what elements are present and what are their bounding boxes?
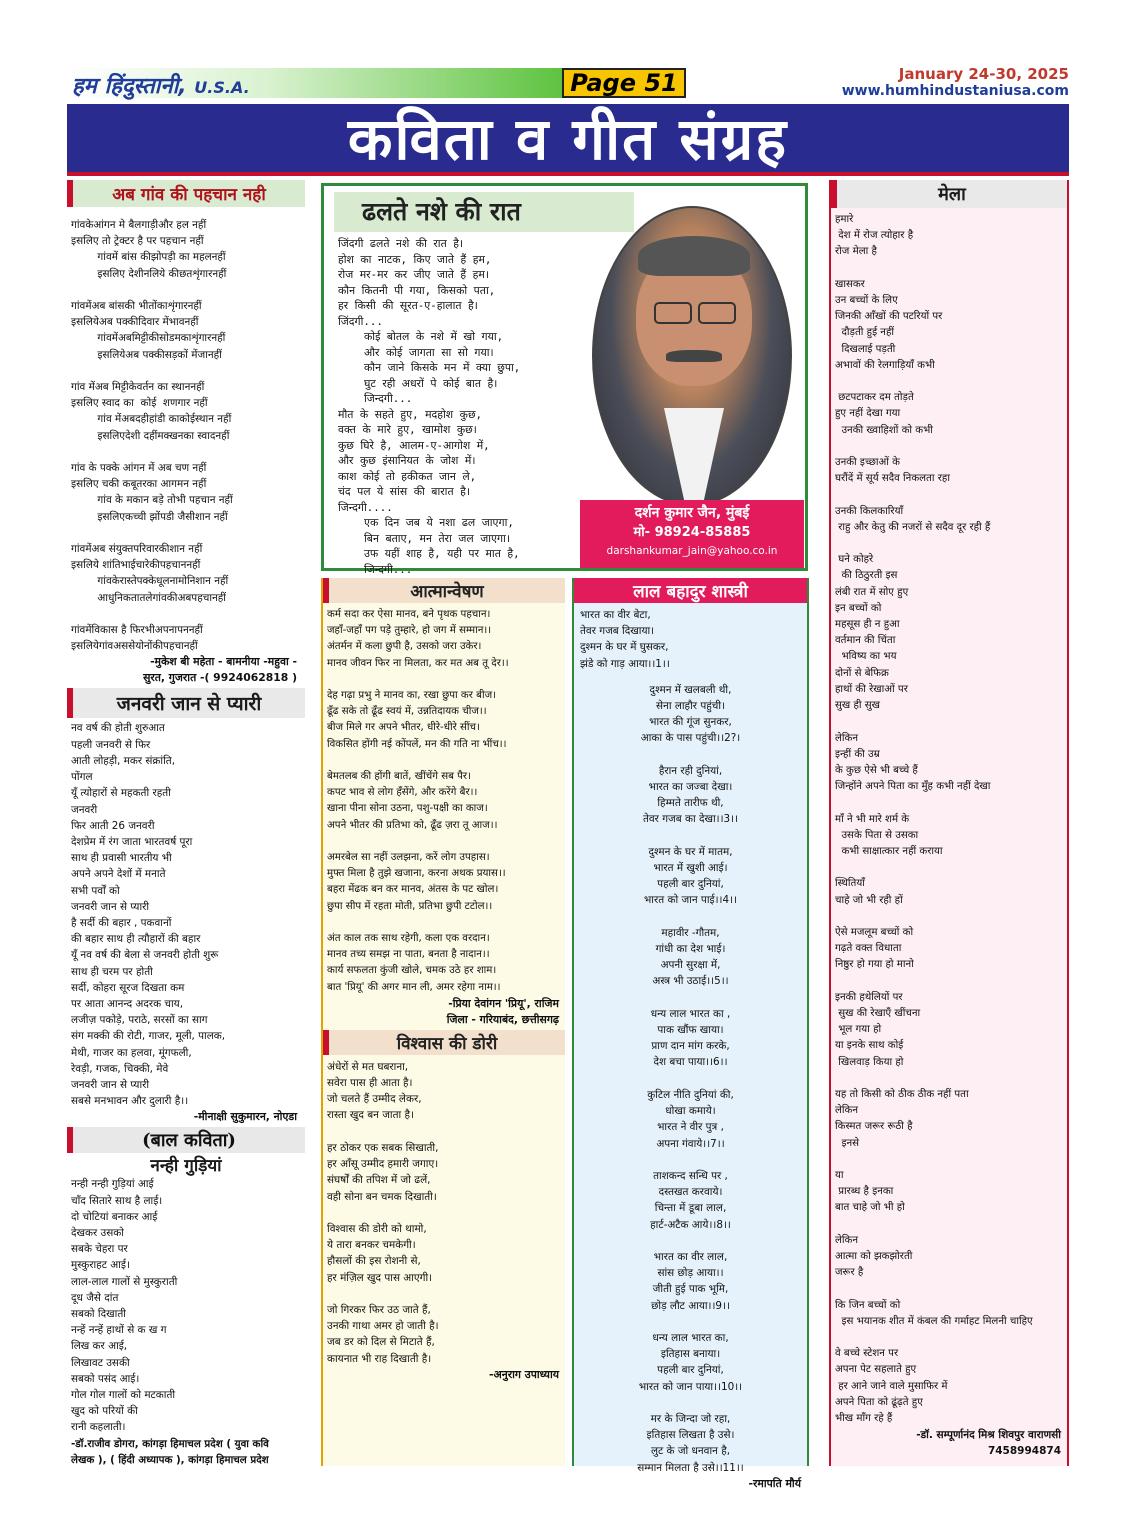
poem-credit-shastri: -रमापति मौर्य (748, 1476, 801, 1490)
author-box (580, 500, 804, 568)
author-mustache (666, 350, 722, 362)
page-title: कविता व गीत संग्रह (67, 104, 1069, 176)
featured-poem-title: ढलते नशे की रात (334, 192, 634, 232)
poem-title-vishwas: विश्वास की डोरी (323, 1030, 565, 1055)
featured-poem-body: जिंदगी ढलते नशे की रात है। होश का नाटक, किए जाते हैं हम, रोज मर-मर कर जीए जाते हैं हम। कौन कितनी पी गया, किसको पता, हर किसी की सूरत-ए-हालात है। जिंदगी... कोई बोतल के नशे में खो गया, और कोई जागता सा सो गया। कौन जाने किसके मन में क्या छुपा, घुट रही अधरों पे कोई बात है। जिन्दगी... मौत के सहते हुए, मदहोश कुछ, वक्त के मारे हुए, खामोश कुछ। कुछ घिरे है, आलम-ए-आगोश में, और कुछ इंसानियत के जोश में। काश कोई तो हकीकत जान ले, चंद पल ये सांस की बारात है। जिन्दगी.... एक दिन जब ये नशा ढल जाएगा, बिन बताए, मन तेरा जल जाएगा। उफ यहीं शाह है, यही पर मात है, जिन्दगी... (338, 237, 521, 576)
author-name: दर्शन कुमार जैन, मुंबई (634, 505, 750, 521)
website-link[interactable]: www.humhindustaniusa.com (841, 83, 1069, 99)
shastri-column (572, 578, 809, 1490)
poem-title-mela: मेला (831, 180, 1067, 208)
poem-body-january: नव वर्ष की होती शुरुआत पहली जनवरी से फिर आती लोहड़ी, मकर संक्रांति, पोंगल यूँ त्योहारों से महकती रहती जनवरी फिर आती 26 जनवरी देशप्रेम में रंग जाता भारतवर्ष पूरा साथ ही प्रवासी भारतीय भी अपने अपने देशों में मनाते सभी पर्वों को जनवरी जान से प्यारी है सर्दी की बहार , पकवानों की बहार साथ ही त्यौहारों की बहार यूँ नव वर्ष की बेला से जनवरी होती शुरू साथ ही चरम पर होती सर्दी, कोहरा सूरज दिखता कम पर आता आनन्द अदरक चाय, लजीज़ पकोड़े, पराठे, सरसों का साग संग मक्की की रोटी, गाजर, मूली, पालक, मेथी, गाजर का हलवा, मूंगफली, रेवड़ी, गजक, चिक्की, मेवे जनवरी जान से प्यारी सबसे मनभावन और दुलारी है।। (71, 722, 226, 1108)
poem-intro-shastri: भारत का वीर बेटा, तेवर गजब दिखाया। दुश्मन के घर में घुसकर, झंडे को गाड़ आया।।1।। (580, 609, 670, 670)
page-number: Page 51 (562, 68, 686, 98)
poem-title-gudiya: नन्ही गुड़ियां (150, 1156, 222, 1177)
right-column (829, 180, 1069, 1466)
poem-credit-gaon: -मुकेश बी महेता - बामनीया -महुवा - सुरत, गुजरात -( 9924062818 ) (143, 655, 297, 685)
poem-credit-atmanveshan: -प्रिया देवांगन 'प्रियू', राजिम जिला - गरियाबंद, छत्तीसगढ़ (446, 996, 559, 1026)
author-hair (638, 236, 750, 276)
left-column (67, 180, 305, 1466)
middle-column (321, 578, 565, 1466)
masthead-brand (68, 68, 568, 98)
poem-credit-january: -मीनाक्षी सुकुमारन, नोएडा (193, 1110, 297, 1124)
author-email[interactable]: darshankumar_jain@yahoo.co.in (606, 545, 778, 557)
poem-body-shastri: दुश्मन में खलबली थी, सेना लाहौर पहुंची। भारत की गूंज सुनकर, आका के पास पहुंची।।2?। हैरान रही दुनियां, भारत का जज्बा देखा। हिम्मते तारीफ थी, तेवर गजब का देखा।।3।। दुश्मन के घर में मातम, भारत में खुशी आई। पहली बार दुनियां, भारत को जान पाई।।4।। महावीर -गौतम, गांधी का देश भाई। अपनी सुरक्षा में, अस्त्र भी उठाई।।5।। धन्य लाल भारत का , पाक खौंफ खाया। प्राण दान मांग करके, देश बचा पाया।।6।। कुटिल नीति दुनियां की, धोखा कमाये। भारत ने वीर पुत्र , अपना गंवाये।।7।। ताशकन्द सन्धि पर , दस्तखत करवाये। चिन्ता में डूबा लाल, हार्ट-अटैक आये।।8।। भारत का वीर लाल, सांस छोड़ आया।। जीती हुई पाक भूमि, छोड़ लौट आया।।9।। धन्य लाल भारत का, इतिहास बनाया। पहली बार दुनियां, भारत को जान पाया।।10।। मर के जिन्दा जो रहा, इतिहास लिखता है उसे। लुट के जो धनवान है, सम्मान मिलता है उसे।।11।। (637, 683, 744, 1474)
glasses-icon (698, 302, 736, 324)
brand-name: हम हिंदुस्तानी, (72, 74, 187, 99)
poem-body-vishwas: अंधेरों से मत घबराना, सवेरा पास ही आता है। जो चलते हैं उम्मीद लेकर, रास्ता खुद बन जाता है। हर ठोकर एक सबक सिखाती, हर आँसू उम्मीद हमारी जगाए। संघर्षों की तपिश में जो ढलें, वही सोना बन चमक दिखाती। विश्वास की डोरी को थामो, ये तारा बनकर चमकेगी। हौसलों की इस रोशनी से, हर मंज़िल खुद पास आएगी। जो गिरकर फिर उठ जाते हैं, उनकी गाथा अमर हो जाती है। जब डर को दिल से मिटाते हैं, कायनात भी राह दिखाती है। (327, 1060, 439, 1365)
poem-credit-gudiya: -डॉ.राजीव डोगरा, कांगड़ा हिमाचल प्रदेश ( युवा कवि लेखक ), ( हिंदी अध्यापक ), कांगड़ा हिमाचल प्रदेश (71, 1437, 269, 1466)
poem-credit-mela: -डॉ. सम्पूर्णानंद मिश्र शिवपुर वाराणसी 7458994874 (916, 1429, 1061, 1458)
poem-credit-vishwas: -अनुराग उपाध्याय (489, 1367, 559, 1381)
featured-poem (321, 183, 808, 576)
poem-body-atmanveshan: कर्म सदा कर ऐसा मानव, बने पृथक पहचान। जहाँ-जहाँ पग पड़े तुम्हारे, हो जग में सम्मान।। अंतर्मन में कला छुपी है, उसको जरा उकेर। मानव जीवन फिर ना मिलता, कर मत अब तू देर।। देह गढ़ा प्रभु ने मानव का, रखा छुपा कर बीज। ढूँढ सके तो ढूँढ स्वयं में, उन्नतिदायक चीज।। बीज मिले गर अपने भीतर, धीरे-धीरे सींच। विकसित होंगी नई कोंपलें, मन की गति ना भींच।। बेमतलब की होंगी बातें, खींचेंगे सब पैर। कपट भाव से लोग हँसेंगे, और करेंगे बैर।। खाना पीना सोना उठना, पशु-पक्षी का काज। अपने भीतर की प्रतिभा को, ढूँढ ज़रा तू आज।। अमरबेल सा नहीं उलझना, करें लोग उपहास। मुफ्त मिला है तुझे खजाना, करना अथक प्रयास।। बहरा मेंढक बन कर मानव, अंतस के पट खोल। छुपा सीप में रहता मोती, प्रतिभा छुपी टटोल।। अंत काल तक साथ रहेगी, कला एक वरदान। मानव तच्य समझ ना पाता, बनता है नादान।। कार्य सफलता कुंजी खोले, चमक उठे हर शाम। बात 'प्रियू' की अगर मान ली, अमर रहेगा नाम।। (327, 609, 509, 993)
poem-title-gaon: अब गांव की पहचान नही (67, 180, 305, 207)
poem-body-gudiya: नन्ही नन्ही गुड़ियां आई चाँद सितारे साथ है लाई। दो चोटियां बनाकर आई देखकर उसको सबके चेहरा पर मुस्कुराहट आई। लाल-लाल गालों से मुस्कुराती दूध जैसे दांत सबको दिखाती नन्हें नन्हें हाथों से क ख ग लिख कर आई, लिखावट उसकी सबको पसंद आई। गोल गोल गालों को मटकाती खुद को परियों की रानी कहलाती। (71, 1178, 178, 1434)
poem-body-mela: हमारे देश में रोज त्योहार है रोज मेला है खासकर उन बच्चों के लिए जिनकी आँखों की पटरियों पर दौड़ती हुई नहीं दिखलाई पड़ती अभावों की रेलगाड़ियाँ कभी छटपटाकर दम तोड़ते हुए नहीं देखा गया उनकी ख्वाहिशों को कभी उनकी इच्छाओं के घरौंदें में सूर्य सदैव निकलता रहा उनकी किलकारियाँ राहु और केतु की नजरों से सदैव दूर रही हैं घने कोहरे की ठिठुरती इस लंबी रात में सोए हुए इन बच्चों को महसूस ही न हुआ वर्तमान की चिंता भविष्य का भय दोनों से बेफिक्र हाथों की रेखाओं पर सुख ही सुख लेकिन इन्हीं की उम्र के कुछ ऐसे भी बच्चे हैं जिन्होंने अपने पिता का मुँह कभी नहीं देखा माँ ने भी मारे शर्म के उसके पिता से उसका कभी साक्षात्कार नहीं कराया स्थितियाँ चाहे जो भी रही हों ऐसे मजलूम बच्चों को गढ़ते वक्त विधाता निष्ठुर हो गया हो मानो इनकी हथेलियों पर सुख की रेखाएँ खींचना भूल गया हो या इनके साथ कोई खिलवाड़ किया हो यह तो किसी को ठीक ठीक नहीं पता लेकिन किस्मत जरूर रूठी है इनसे या प्रारब्ध है इनका बात चाहे जो भी हो लेकिन आत्मा को झकझोरती जरूर है कि जिन बच्चों को इस भयानक शीत में कंबल की गर्माहट मिलनी चाहिए वे बच्चे स्टेशन पर अपना पेट सहलाते हुए हर आने जाने वाले मुसाफिर में अपने पिता को ढूंढ़ते हुए भीख माँग रहे हैं (835, 214, 1033, 1425)
author-photo (592, 206, 792, 506)
issue-info (842, 66, 1069, 100)
glasses-icon (654, 302, 692, 324)
poem-category-bal: (बाल कविता) (67, 1127, 305, 1153)
brand-suffix: U.S.A. (194, 78, 250, 97)
issue-date: January 24-30, 2025 (898, 65, 1069, 83)
poem-title-atmanveshan: आत्मान्वेषण (323, 578, 565, 603)
author-phone: मो- 98924-85885 (633, 525, 751, 540)
poem-title-shastri: लाल बहादुर शास्त्री (574, 578, 807, 603)
poem-body-gaon: गांवकेआंगन मे बैलगाड़ीऔर हल नहीं इसलिए तो ट्रेक्टर है पर पहचान नहीं गांवमें बांस कीझोपड़ी का महलनहीं इसलिए देशीनलिये कीछतशृंगारनहीं गांवमेंअब बांसकी भीतोंकाशृंगारनहीं इसलियेअब पक्कीदिवार मेंभावनहीं गांवमेंअबमिट्टीकीसोडमकाशृंगारनहीं इसलियेअब पक्कीसड़कों मेंजानहीं गांव मेंअब मिट्टीकेवर्तन का स्थाननहीं इसलिए स्वाद का कोई शणगार नहीं गांव मेंअबदहीहांडी काकोईस्थान नहीं इसलिएदेशी दहींमक्खनका स्वादनहीं गांव के पक्के आंगन में अब चण नहीं इसलिए चकी कबूतरका आगमन नहीं गांव के मकान बड़े तोभी पहचान नहीं इसलिएकच्ची झोंपडी जैसीशान नहीं गांवमेंअब संयुक्तपरिवारकीशान नहीं इसलिये शांतिभाईचारेकीपहचाननहीं गांवकेरास्तेपक्केधूलनामोनिशान नहीं आधुनिकतातलेगांवकीअबपहचानहीं गांवमेंविकास है फिरभीअपनापननहीं इसलियेगांवअससेयोनोंकीपहचानहीं (71, 219, 233, 653)
poem-title-january: जनवरी जान से प्यारी (67, 688, 305, 718)
